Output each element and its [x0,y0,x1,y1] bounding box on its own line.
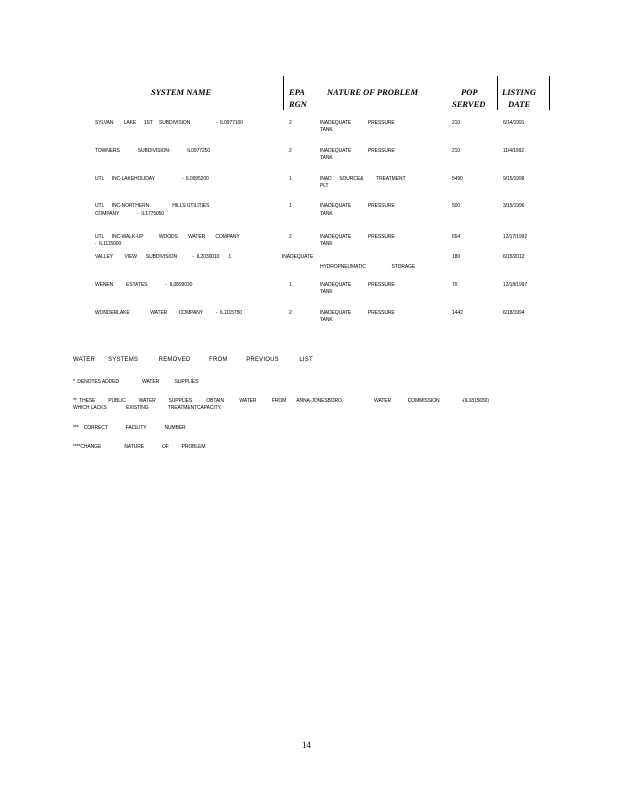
row-rgn: 1 [289,282,292,288]
row-name: UTL INC-NORTHERN HILLS UTILITIES [95,203,210,209]
row-nature: INAD SOURCE& TREATMENT [320,176,406,182]
removed-systems-heading: WATER SYSTEMS REMOVED FROM PREVIOUS LIST [73,357,313,363]
footnote-added: * DENOTES ADDED WATER SUPPLIES [73,379,199,385]
column-rule [283,76,284,110]
row-nature-2: HYDROPNEUMATIC STORAGE [320,264,416,270]
row-nature: INADEQUATE PRESSURE [320,120,395,126]
row-date: 6/15/2012 [503,254,525,260]
row-nature: INADEQUATE PRESSURE [320,203,395,209]
column-rule [497,76,498,110]
row-pop: 180 [452,254,461,260]
header-listing-2: DATE [508,99,531,109]
column-rule [549,76,550,110]
row-nature-2: TANK [320,289,333,295]
row-nature-2: TANK [320,211,333,217]
row-name-2: - IL1115000 [95,241,122,247]
row-nature: INADEQUATE [282,254,314,260]
row-nature: INADEQUATE PRESSURE [320,282,395,288]
row-nature: INADEQUATE PRESSURE [320,148,395,154]
row-rgn: 2 [289,234,292,240]
row-date: 12/18/1997 [503,282,528,288]
page-number: 14 [302,740,311,750]
row-name: VALLEY VIEW SUBDIVISION - IL2030010 1 [95,254,232,260]
header-pop-1: POP [461,87,478,97]
row-pop: 654 [452,234,461,240]
row-name-2: COMPANY - IL1775050 [95,211,165,217]
row-nature: INADEQUATE PRESSURE [320,234,395,240]
row-nature-2: TANK [320,317,333,323]
row-nature-2: TANK [320,241,333,247]
footnote-anna-jonesboro: ** THESE PUBLIC WATER SUPPLIES OBTAIN WATER FROM ANNA-JONESBORO WATER COMMISSION -(IL1815650) [73,398,489,404]
header-epa-rgn-1: EPA [289,87,305,97]
row-pop: 70 [452,282,458,288]
row-date: 12/17/1992 [503,234,528,240]
row-nature-2: TANK [320,127,333,133]
row-date: 6/14/1991 [503,120,525,126]
row-date: 11/4/1992 [503,148,524,154]
header-epa-rgn-2: RGN [289,99,307,109]
row-pop: 210 [452,148,461,154]
row-name: WENEN ESTATES - IL0899030 [95,282,193,288]
row-date: 9/15/1999 [503,176,525,182]
header-nature: NATURE OF PROBLEM [327,87,419,97]
header-listing-1: LISTING [502,87,537,97]
row-name: WONDERLAKE WATER COMPANY - IL1115750 [95,310,242,316]
row-nature-2: PLT [320,183,329,189]
footnote-anna-jonesboro-2: WHICH LACKS EXISTING TREATMENTCAPACITY. [73,405,222,411]
row-pop: 1442 [452,310,463,316]
row-name: TOWNERS SUBDIVISION- IL0977250 [95,148,211,154]
row-pop: 5490 [452,176,463,182]
footnote-correct-number: *** CORRECT FACILITY NUMBER [73,425,186,431]
row-nature-2: TANK [320,155,333,161]
row-rgn: 1 [289,176,292,182]
row-rgn: 2 [289,310,292,316]
header-pop-2: SERVED [452,99,486,109]
row-rgn: 2 [289,148,292,154]
row-nature: INADEQUATE PRESSURE [320,310,395,316]
row-pop: 210 [452,120,461,126]
row-date: 6/18/1994 [503,310,525,316]
footnote-change-nature: ****CHANGE NATURE OF PROBLEM [73,444,206,450]
row-name: UTL INC-LAKEHOLIDAY - IL0995200 [95,176,209,182]
header-system-name: SYSTEM NAME [151,87,212,97]
row-rgn: 1 [289,203,292,209]
row-name: SYLVAN LAKE 1ST SUBDIVISION - IL0977100 [95,120,243,126]
row-date: 3/15/1996 [503,203,525,209]
row-rgn: 2 [289,120,292,126]
row-name: UTL INC-WALK-UP WOODS WATER COMPANY [95,234,240,240]
row-pop: 500 [452,203,461,209]
